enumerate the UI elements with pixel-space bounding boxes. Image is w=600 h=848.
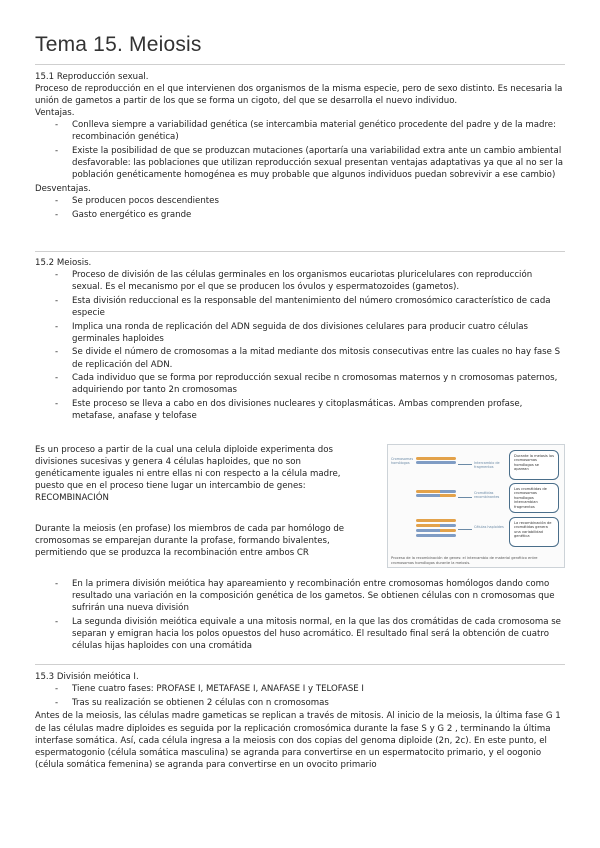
chromosome-bar (416, 534, 456, 537)
list-item: - Gasto energético es grande (35, 209, 565, 221)
list-item: - Tras su realización se obtienen 2 células con n cromosomas (35, 697, 565, 709)
arrow (458, 497, 472, 498)
figure-label: Cromosomas homólogos (391, 457, 414, 465)
section-meiosis (35, 257, 565, 424)
list-item: - Conlleva siempre a variabilidad genética (se intercambia material genético procedente del padre y de la madre: recombinación genética) (35, 119, 565, 143)
figure-label: Células haploides (474, 525, 504, 529)
chromosome-set (416, 519, 456, 539)
list-item: - Implica una ronda de replicación del ADN seguida de dos divisiones celulares para producir cuatro células germinales haploides (35, 321, 565, 345)
arrow (458, 529, 472, 530)
list-item: - La segunda división meiótica equivale a una mitosis normal, en la que las dos cromátidas de cada cromosoma se separan y emigran hacia los polos opuestos del huso acromático. El resultado final será la obtención de cuatro células hijas haploides con una cromátida (35, 616, 565, 652)
list-item: - En la primera división meiótica hay apareamiento y recombinación entre cromosomas homólogos dando como resultado una variación en la composición genética de los gametos. Se obtienen células con n cromosomas que sufrirán una nueva división (35, 578, 565, 614)
chromosome-bar (416, 519, 456, 522)
section-heading: 15.1 Reproducción sexual. (35, 72, 149, 82)
disadvantages-label: Desventajas. (35, 184, 91, 195)
info-bubble: La recombinación de cromátidas genera una variabilidad genética (509, 517, 559, 547)
chromosome-bar (416, 529, 456, 532)
section-intro: Proceso de reproducción en el que intervienen dos organismos de la misma especie, pero de sexo distinto. Es necesaria la unión de gametos a partir de los que se forma un cigoto, del que se desarrolla el nuevo individuo. (35, 84, 563, 107)
list-item: - Existe la posibilidad de que se produzcan mutaciones (aportaría una variabilidad extra ante un cambio ambiental desfavorable: las poblaciones que utilizan reproducción sexual presentan ventajas adaptativas ya que al no ser la población genéticamente homogénea es muy probable que algunos individuos puedan sobrevivir a ese cambio) (35, 145, 565, 181)
disadvantages-list (35, 195, 565, 221)
chromosome-bar (416, 494, 456, 497)
division-1-list (35, 683, 565, 709)
arrow (458, 464, 472, 465)
recombination-figure (387, 444, 565, 568)
figure-label: Cromátidas recombinantes (474, 491, 500, 499)
section-heading: 15.2 Meiosis. (35, 258, 92, 268)
divisions-list (35, 578, 565, 652)
info-bubble: Los cromátidas de cromosomas homólogos intercambian fragmentos (509, 483, 559, 513)
meiosis-paragraph-1 (35, 444, 345, 504)
meiosis-list (35, 269, 565, 422)
list-item: - Cada individuo que se forma por reproducción sexual recibe n cromosomas maternos y n cromosomas paternos, adquiriendo por tanto 2n cromosomas (35, 372, 565, 396)
list-item: - Se producen pocos descendientes (35, 195, 565, 207)
paragraph-text: Durante la meiosis (en profase) los miembros de cada par homólogo de cromosomas se emparejan durante la profase, formando bivalentes, permitiendo que se produzca la recombinación entre ambos CR (35, 524, 345, 559)
advantages-label: Ventajas. (35, 108, 75, 119)
paragraph-text: Es un proceso a partir de la cual una celula diploide experimenta dos divisiones sucesivas y genera 4 células haploides, que no son genéticamente iguales ni entre ellas ni con respecto a la célula madre, puesto que en el proceso tiene lugar un intercambio de genes: RECOMBINACIÓN (35, 445, 341, 504)
chromosome-bar (416, 457, 456, 460)
section-division-meiotica-1 (35, 671, 565, 771)
divider (35, 251, 565, 252)
figure-label: Intercambio de fragmentos (474, 461, 500, 469)
chromosome-bar (416, 461, 456, 464)
section-heading: 15.3 División meiótica I. (35, 672, 139, 682)
advantages-list (35, 119, 565, 181)
meiotic-divisions (35, 578, 565, 654)
page-title: Tema 15. Meiosis (35, 33, 202, 56)
chromosome-pair (416, 457, 456, 467)
section-reproduccion-sexual (35, 71, 565, 223)
chromosome-bar (416, 524, 456, 527)
chromosome-pair (416, 490, 456, 500)
divider (35, 64, 565, 65)
list-item: - Tiene cuatro fases: PROFASE I, METAFASE I, ANAFASE I y TELOFASE I (35, 683, 565, 695)
divider (35, 664, 565, 665)
list-item: - Esta división reduccional es la responsable del mantenimiento del número cromosómico característico de cada especie (35, 295, 565, 319)
list-item: - Se divide el número de cromosomas a la mitad mediante dos mitosis consecutivas entre las cuales no hay fase S de replicación del ADN. (35, 346, 565, 370)
figure-caption: Proceso de la recombinación de genes: el intercambio de material genético entre cromosomas homólogos durante la meiosis. (391, 556, 538, 565)
list-item: - Este proceso se lleva a cabo en dos divisiones nucleares y citoplasmáticas. Ambas comprenden profase, metafase, anafase y telofase (35, 398, 565, 422)
list-item: - Proceso de división de las células germinales en los organismos eucariotas pluricelulares con reproducción sexual. Es el mecanismo por el que se producen los óvulos y espermatozoides (gametos). (35, 269, 565, 293)
paragraph-text: Antes de la meiosis, las células madre gameticas se replican a través de mitosis. Al inicio de la meiosis, la última fase G 1 de las células madre diploides es seguida por la replicación cromosómica durante la fase S y G 2 , terminando la última interfase somática. Así, cada célula ingresa a la meiosis con dos copias del genoma diploide (2n, 2c). En este punto, el espermatogonio (célula somática masculina) se agranda para convertirse en un espermatocito primario, y el oogonio (célula somática femenina) se agranda para convertirse en un ovocito primario (35, 711, 561, 770)
meiosis-paragraph-2 (35, 523, 345, 559)
info-bubble: Durante la meiosis los cromosomas homólogos se aparean (509, 450, 559, 480)
chromosome-bar (416, 490, 456, 493)
